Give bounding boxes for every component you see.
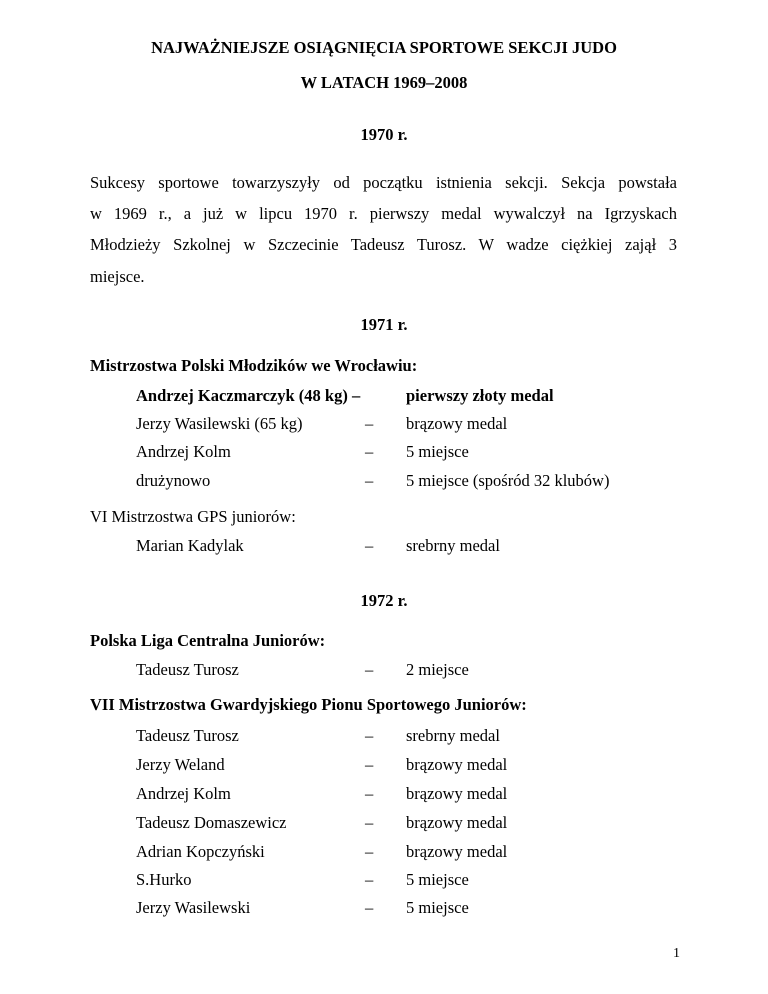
dash-separator: – [365,842,374,861]
competition-title-liga-centralna: Polska Liga Centralna Juniorów: [90,631,326,650]
year-heading-1972: 1972 r. [360,591,408,610]
athlete-name: Andrzej Kolm [136,784,231,803]
dash-separator: – [365,536,374,555]
year-heading-1971: 1971 r. [360,315,408,334]
document-title-line-2: W LATACH 1969–2008 [300,73,468,92]
competition-title-mp-mlodzikow: Mistrzostwa Polski Młodzików we Wrocławiu: [90,356,418,375]
dash-separator: – [365,660,374,679]
competition-title-gps-juniorow: VI Mistrzostwa GPS juniorów: [90,507,296,526]
athlete-name: Andrzej Kolm [136,442,231,461]
result-row [0,660,768,682]
competition-title-gwardyjski-pion: VII Mistrzostwa Gwardyjskiego Pionu Sportowego Juniorów: [90,695,527,714]
result-row [0,898,768,920]
athlete-name: Adrian Kopczyński [136,842,265,861]
dash-separator: – [365,755,374,774]
result-value: brązowy medal [406,813,508,832]
result-row [0,471,768,493]
result-value: brązowy medal [406,842,508,861]
athlete-name: Jerzy Wasilewski (65 kg) [136,414,303,433]
dash-separator: – [365,471,374,490]
athlete-name: Jerzy Wasilewski [136,898,251,917]
athlete-name: Jerzy Weland [136,755,225,774]
result-row [0,842,768,864]
result-value: 5 miejsce [406,898,469,917]
document-title-line-1: NAJWAŻNIEJSZE OSIĄGNIĘCIA SPORTOWE SEKCJI JUDO [151,38,617,57]
athlete-name: Tadeusz Domaszewicz [136,813,287,832]
athlete-name: S.Hurko [136,870,192,889]
result-value: brązowy medal [406,755,508,774]
paragraph-1970-line-4: miejsce. [90,267,145,286]
dash-separator: – [365,870,374,889]
result-row [0,755,768,777]
result-value: 2 miejsce [406,660,469,679]
result-value: srebrny medal [406,536,500,555]
year-heading-1970: 1970 r. [360,125,408,144]
athlete-name: drużynowo [136,471,211,490]
result-row [0,536,768,558]
result-row [0,870,768,892]
result-value: 5 miejsce (spośród 32 klubów) [406,471,610,490]
result-value: brązowy medal [406,414,508,433]
result-value: 5 miejsce [406,870,469,889]
paragraph-1970-line-2: w 1969 r., a już w lipcu 1970 r. pierwszy medal wywalczył na Igrzyskach [90,204,677,223]
athlete-name: Tadeusz Turosz [136,726,239,745]
dash-separator: – [365,813,374,832]
page-number: 1 [673,946,680,961]
paragraph-1970-line-3: Młodzieży Szkolnej w Szczecinie Tadeusz Turosz. W wadze ciężkiej zajął 3 [90,235,677,254]
result-value: 5 miejsce [406,442,469,461]
athlete-name: Tadeusz Turosz [136,660,239,679]
result-row [0,414,768,436]
dash-separator: – [365,414,374,433]
athlete-name: Andrzej Kaczmarczyk (48 kg) – [136,386,361,405]
result-value: srebrny medal [406,726,500,745]
result-row [0,813,768,835]
paragraph-1970-line-1: Sukcesy sportowe towarzyszyły od początku istnienia sekcji. Sekcja powstała [90,173,677,192]
dash-separator: – [365,784,374,803]
result-row [0,784,768,806]
dash-separator: – [365,726,374,745]
athlete-name: Marian Kadylak [136,536,244,555]
result-value: pierwszy złoty medal [406,386,554,405]
result-row [0,726,768,748]
dash-separator: – [365,898,374,917]
result-row [0,386,768,408]
result-value: brązowy medal [406,784,508,803]
dash-separator: – [365,442,374,461]
result-row [0,442,768,464]
